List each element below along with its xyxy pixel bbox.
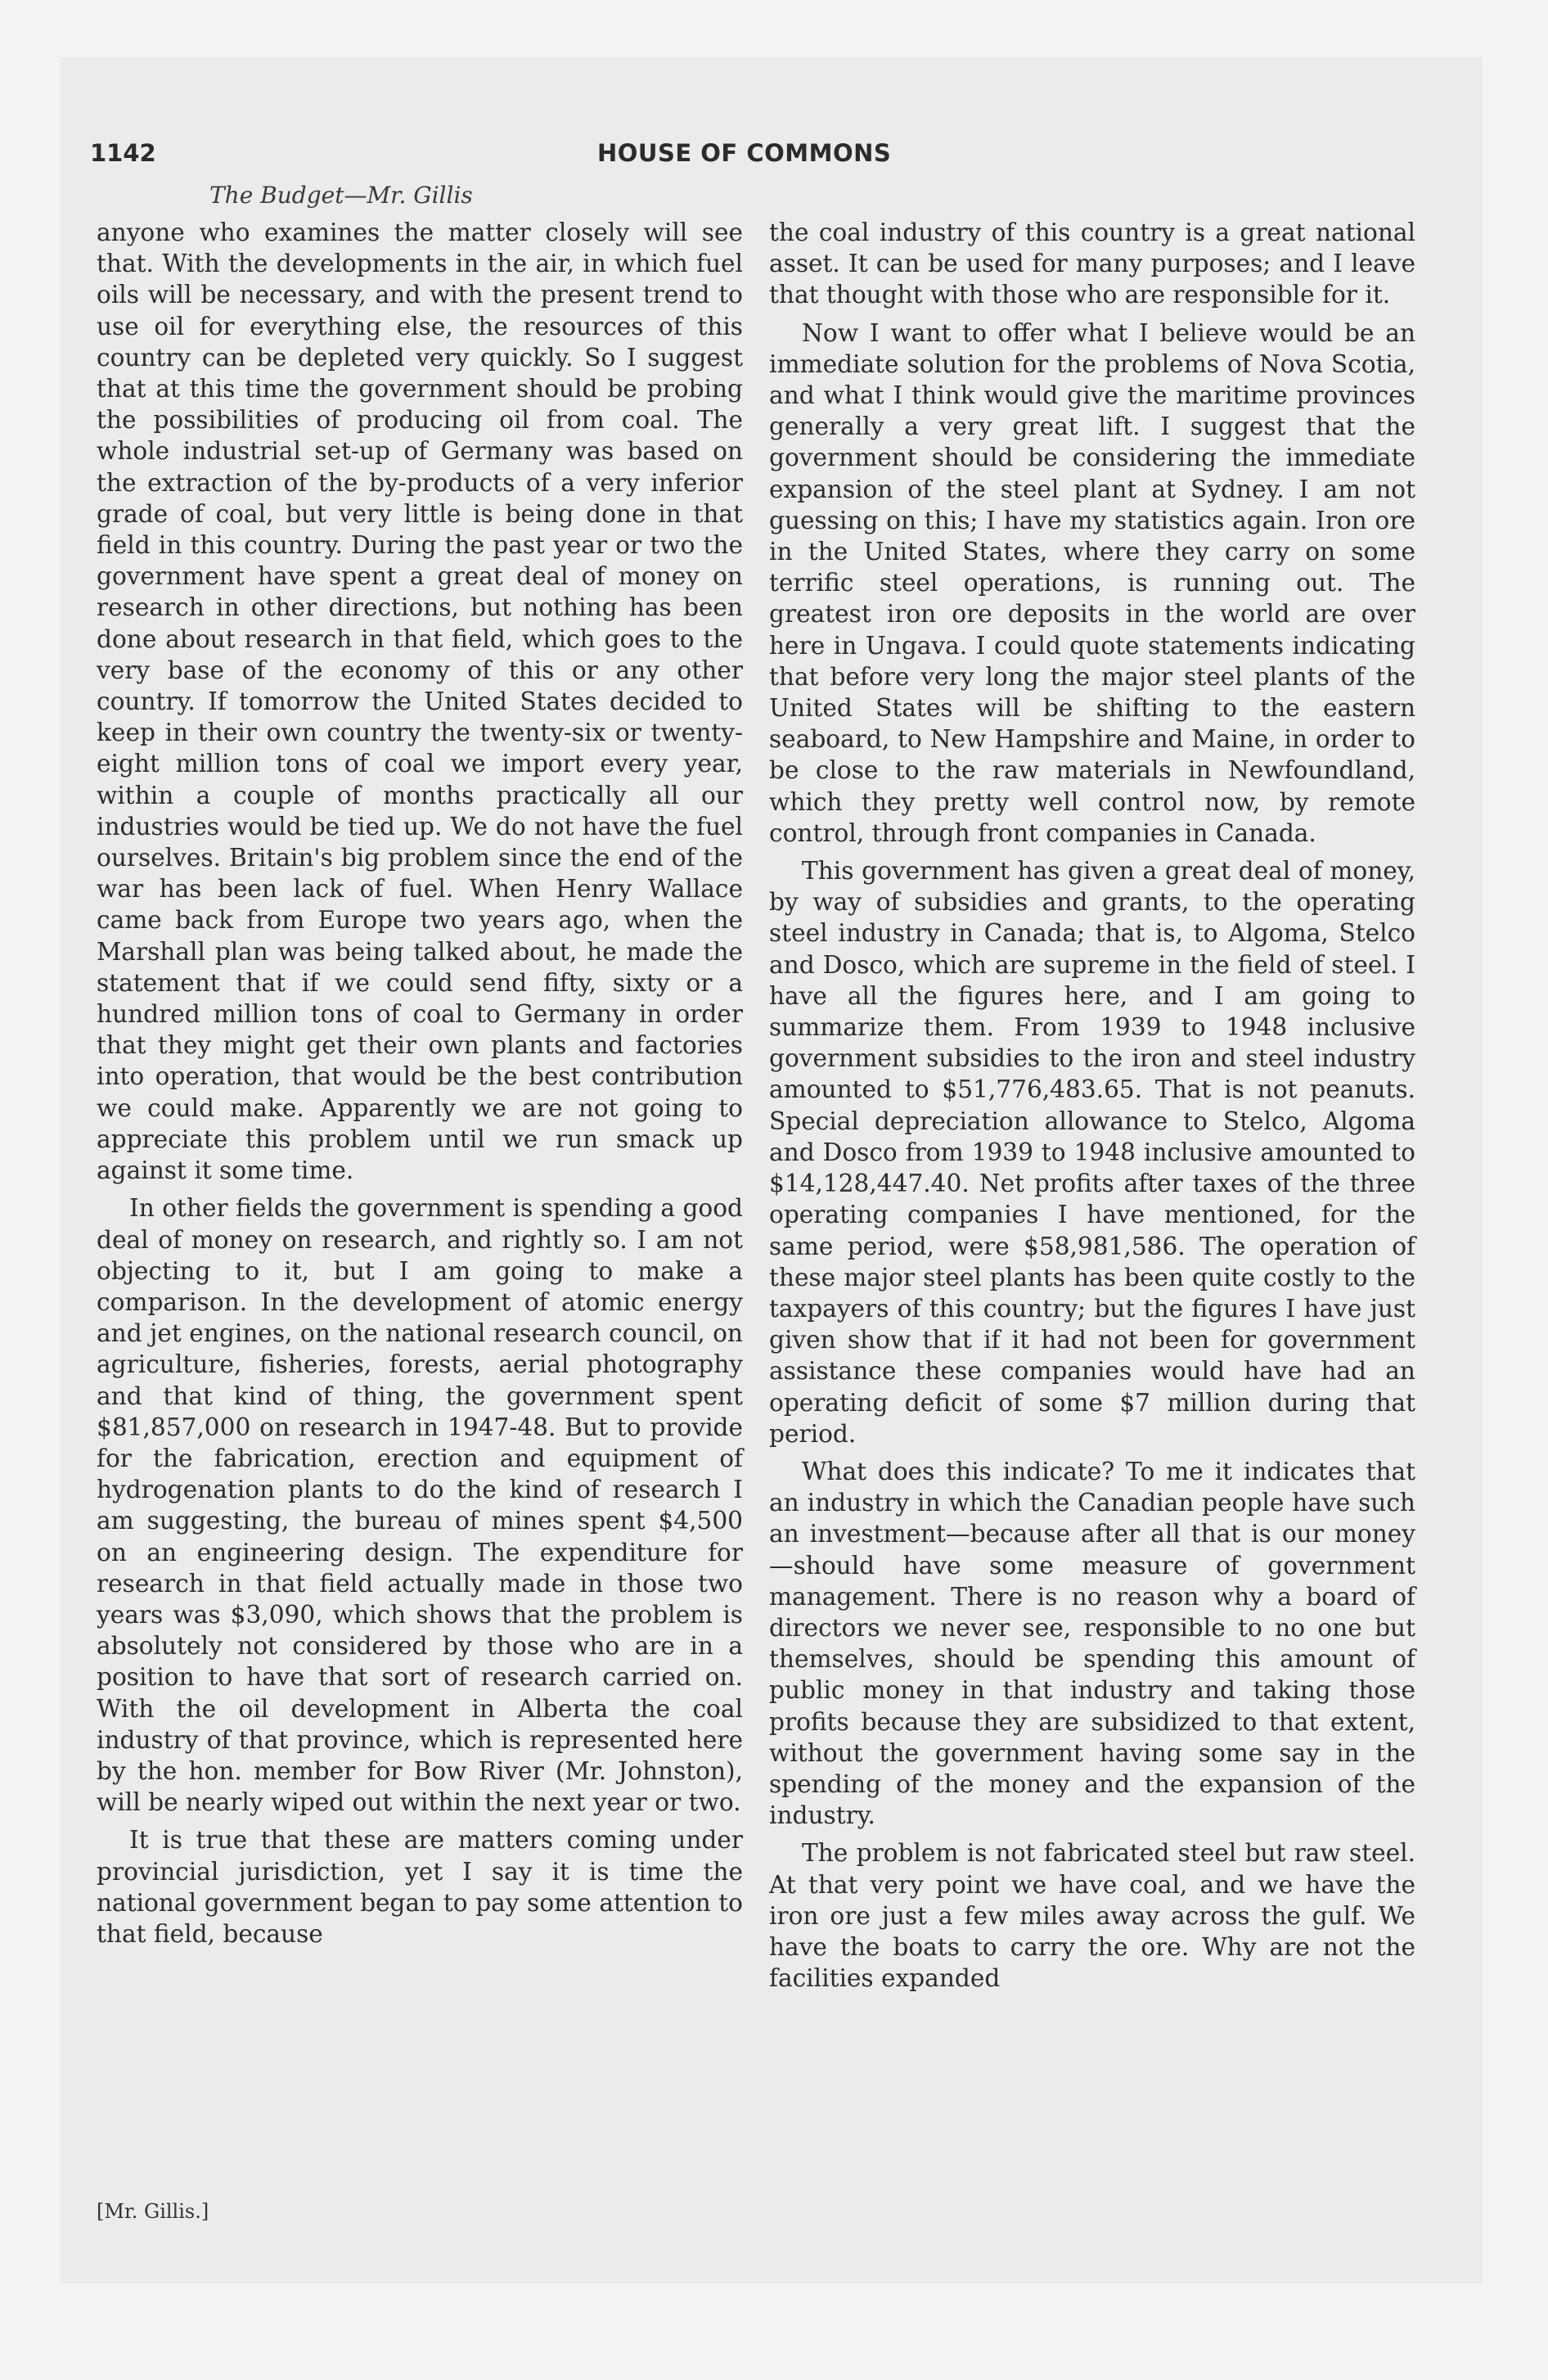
paragraph: Now I want to offer what I believe would be an immediate solution for the problems of Nova Scotia, and what I think would give the maritime provinces generally a very great lift. I suggest that the government should be considering the immediate expansion of the steel plant at Sydney. I am not guessing on this; I have my statistics again. Iron ore in the United States, where they carry on some terrific steel operations, is running out. The greatest iron ore deposits in the world are over here in Ungava. I could quote statements indicating that before very long the major steel plants of the United States will be shifting to the eastern seaboard, to New Hampshire and Maine, in order to be close to the raw materials in Newfoundland, which they pretty well control now, by remote control, through front companies in Canada.: [769, 318, 1415, 847]
paragraph: the coal industry of this country is a great national asset. It can be used for many purposes; and I leave that thought with those who are responsible for it.: [769, 219, 1415, 309]
paragraph: anyone who examines the matter closely will see that. With the developments in the air, in which fuel oils will be necessary, and with the present trend to use oil for everything else, the resources of this country can be depleted very quickly. So I suggest that at this time the government should be probing the possibilities of producing oil from coal. The whole industrial set-up of Germany was based on the extraction of the by-products of a very inferior grade of coal, but very little is being done in that field in this country. During the past year or two the government have spent a great deal of money on research in other directions, but nothing has been done about research in that field, which goes to the very base of the economy of this or any other country. If tomorrow the United States decided to keep in their own country the twenty-six or twenty-eight million tons of coal we import every year, within a couple of months practically all our industries would be tied up. We do not have the fuel ourselves. Britain's big problem since the end of the war has been lack of fuel. When Henry Wallace came back from Europe two years ago, when the Marshall plan was being talked about, he made the statement that if we could send fifty, sixty or a hundred million tons of coal to Germany in order that they might get their own plants and factories into operation, that would be the best contribution we could make. Apparently we are not going to appreciate this problem until we run smack up against it some time.: [97, 219, 743, 1185]
left-column: [97, 217, 743, 1956]
paragraph: In other fields the government is spending a good deal of money on research, and rightly so. I am not objecting to it, but I am going to make a comparison. In the development of atomic energy and jet engines, on the national research council, on agriculture, fisheries, forests, aerial photography and that kind of thing, the government spent $81,857,000 on research in 1947-48. But to provide for the fabrication, erection and equipment of hydrogenation plants to do the kind of research I am suggesting, the bureau of mines spent $4,500 on an engineering design. The expenditure for research in that field actually made in those two years was $3,090, which shows that the problem is absolutely not considered by those who are in a position to have that sort of research carried on. With the oil development in Alberta the coal industry of that province, which is represented here by the hon. member for Bow River (Mr. Johnston), will be nearly wiped out within the next year or two.: [97, 1194, 743, 1817]
page-header: [90, 139, 1415, 180]
running-head: The Budget—Mr. Gillis: [209, 182, 473, 209]
paragraph: It is true that these are matters coming under provincial jurisdiction, yet I say it is time the national government began to pay some attention to that field, because: [97, 1826, 743, 1948]
paragraph: This government has given a great deal of money, by way of subsidies and grants, to the operating steel industry in Canada; that is, to Algoma, Stelco and Dosco, which are supreme in the field of steel. I have all the figures here, and I am going to summarize them. From 1939 to 1948 inclusive government subsidies to the iron and steel industry amounted to $51,776,483.65. That is not peanuts. Special depreciation allowance to Stelco, Algoma and Dosco from 1939 to 1948 inclusive amounted to $14,128,447.40. Net profits after taxes of the three operating companies I have mentioned, for the same period, were $58,981,586. The operation of these major steel plants has been quite costly to the taxpayers of this country; but the figures I have just given show that if it had not been for government assistance these companies would have had an operating deficit of some $7 million during that period.: [769, 857, 1415, 1448]
right-column: [769, 217, 1415, 2000]
paragraph: The problem is not fabricated steel but raw steel. At that very point we have coal, and we have the iron ore just a few miles away across the gulf. We have the boats to carry the ore. Why are not the facilities expanded: [769, 1839, 1415, 1993]
page-number: 1142: [90, 139, 156, 167]
paragraph: What does this indicate? To me it indicates that an industry in which the Canadian people have such an investment—because after all that is our money—should have some measure of government management. There is no reason why a board of directors we never see, responsible to no one but themselves, should be spending this amount of public money in that industry and taking those profits because they are subsidized to that extent, without the government having some say in the spending of the money and the expansion of the industry.: [769, 1457, 1415, 1830]
speaker-tag: [Mr. Gillis.]: [97, 2200, 209, 2223]
journal-title: HOUSE OF COMMONS: [597, 139, 892, 167]
